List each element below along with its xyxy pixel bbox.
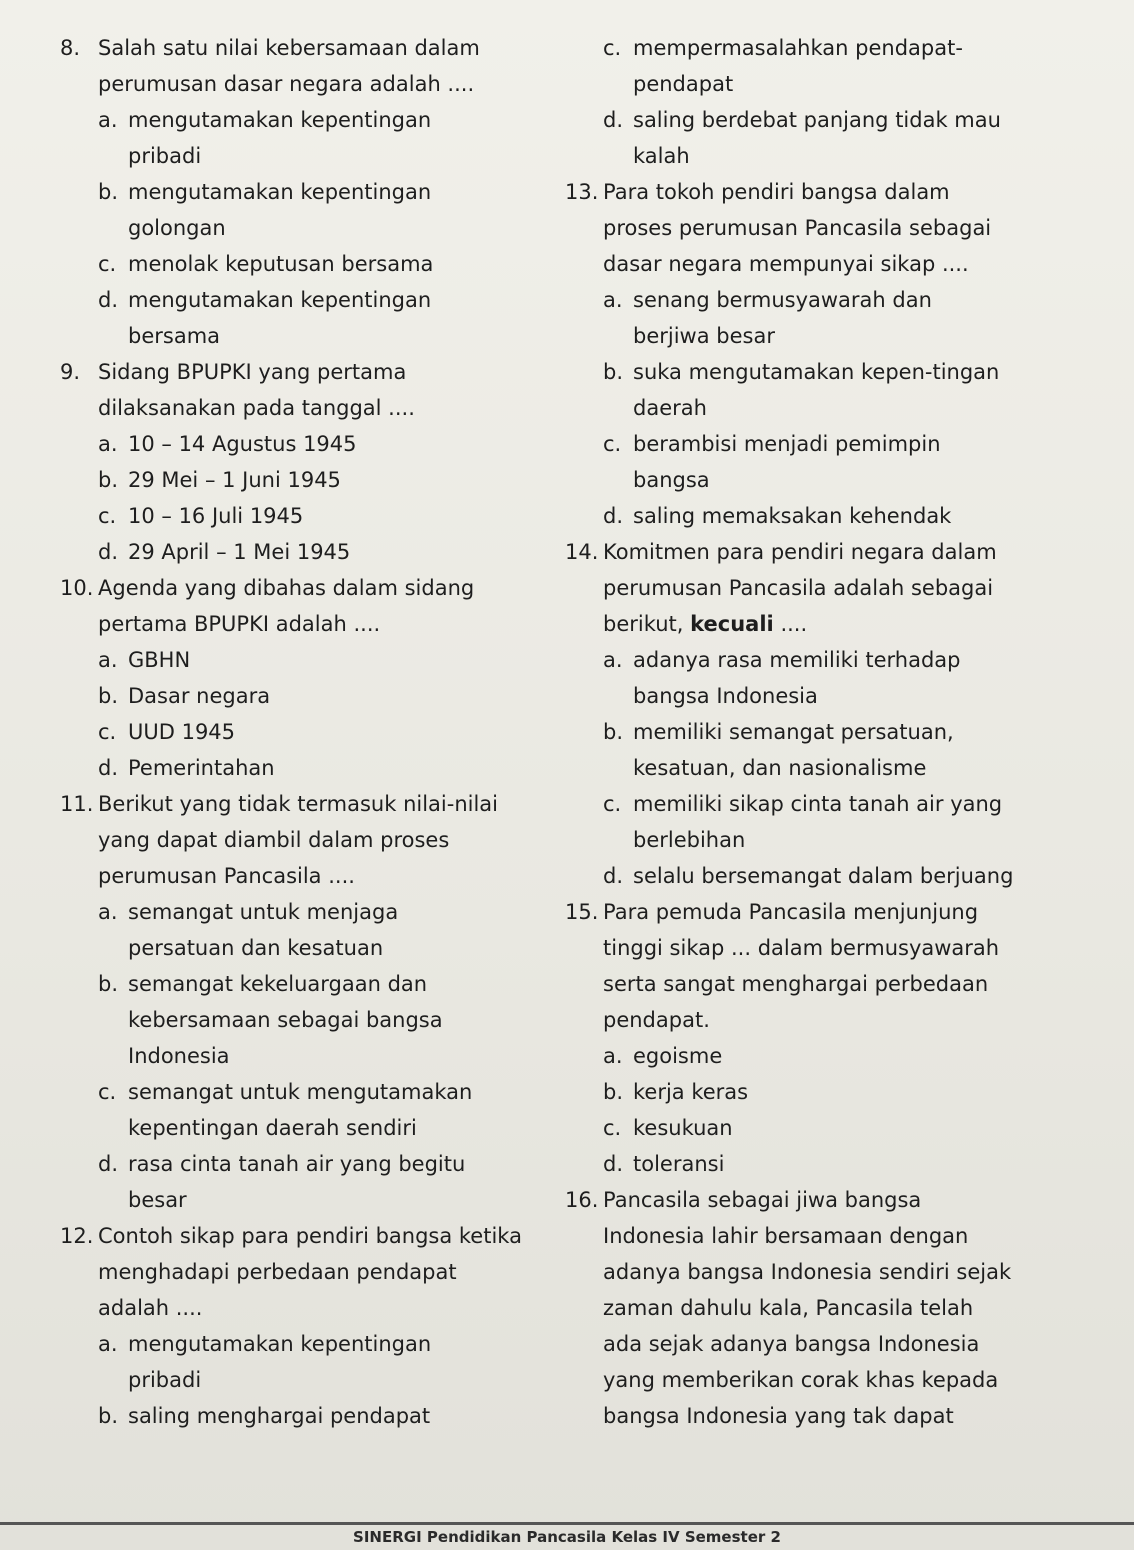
question-text: Pancasila sebagai jiwa bangsa xyxy=(603,1188,922,1212)
option-label: c. xyxy=(98,252,117,276)
question-number: 8. xyxy=(60,36,81,60)
answer-option xyxy=(60,1398,560,1434)
question-stem-line xyxy=(60,1254,560,1290)
question-stem-line xyxy=(60,858,560,894)
question-stem-line xyxy=(565,966,1085,1002)
question-text: pertama BPUPKI adalah .... xyxy=(98,612,381,636)
question-text: Indonesia lahir bersamaan dengan xyxy=(603,1224,969,1248)
question-stem-first-line xyxy=(565,534,1085,570)
answer-option xyxy=(565,498,1085,534)
option-label: a. xyxy=(603,648,623,672)
option-text: 29 Mei – 1 Juni 1945 xyxy=(128,468,341,492)
answer-option xyxy=(565,282,1085,318)
question-item xyxy=(565,534,1085,894)
answer-option-continuation xyxy=(60,1182,560,1218)
answer-option xyxy=(60,498,560,534)
question-stem-line xyxy=(60,66,560,102)
option-text: selalu bersemangat dalam berjuang xyxy=(633,864,1014,888)
option-text: 10 – 14 Agustus 1945 xyxy=(128,432,357,456)
option-label: a. xyxy=(98,648,118,672)
question-text: Para tokoh pendiri bangsa dalam xyxy=(603,180,950,204)
question-item xyxy=(60,1218,560,1434)
answer-option-continuation xyxy=(60,210,560,246)
option-text: Dasar negara xyxy=(128,684,271,708)
option-text: semangat kekeluargaan dan xyxy=(128,972,428,996)
option-text: Indonesia xyxy=(128,1044,230,1068)
answer-option xyxy=(565,714,1085,750)
option-text: Pemerintahan xyxy=(128,756,275,780)
question-text: yang dapat diambil dalam proses xyxy=(98,828,450,852)
answer-option-continuation xyxy=(60,318,560,354)
option-text: 10 – 16 Juli 1945 xyxy=(128,504,304,528)
option-text: kerja keras xyxy=(633,1080,749,1104)
option-text: golongan xyxy=(128,216,226,240)
option-label: d. xyxy=(98,756,119,780)
right-column xyxy=(565,30,1085,1434)
question-item xyxy=(60,30,560,354)
answer-option-continuation xyxy=(565,138,1085,174)
option-text: daerah xyxy=(633,396,707,420)
answer-option xyxy=(565,858,1085,894)
question-number: 9. xyxy=(60,360,81,384)
question-stem-line xyxy=(565,1362,1085,1398)
answer-option xyxy=(565,1110,1085,1146)
option-label: d. xyxy=(98,540,119,564)
option-text: kalah xyxy=(633,144,690,168)
option-label: d. xyxy=(98,1152,119,1176)
option-text: GBHN xyxy=(128,648,191,672)
answer-option-continuation xyxy=(565,750,1085,786)
question-stem-line xyxy=(565,1398,1085,1434)
answer-option-continuation xyxy=(565,66,1085,102)
option-text: berlebihan xyxy=(633,828,746,852)
question-stem-line xyxy=(60,606,560,642)
option-text: mengutamakan kepentingan xyxy=(128,108,432,132)
option-text: bangsa xyxy=(633,468,710,492)
option-label: a. xyxy=(98,1332,118,1356)
question-item xyxy=(565,30,1085,174)
option-text: egoisme xyxy=(633,1044,723,1068)
question-text: Berikut yang tidak termasuk nilai-nilai xyxy=(98,792,499,816)
option-text: kepentingan daerah sendiri xyxy=(128,1116,417,1140)
answer-option xyxy=(565,102,1085,138)
question-stem-first-line xyxy=(565,174,1085,210)
answer-option xyxy=(60,246,560,282)
answer-option-continuation xyxy=(60,1110,560,1146)
answer-option xyxy=(60,426,560,462)
question-text: Contoh sikap para pendiri bangsa ketika xyxy=(98,1224,522,1248)
option-text: mengutamakan kepentingan xyxy=(128,1332,432,1356)
question-text: Salah satu nilai kebersamaan dalam xyxy=(98,36,480,60)
answer-option-continuation xyxy=(565,390,1085,426)
option-text: memiliki sikap cinta tanah air yang xyxy=(633,792,1003,816)
question-stem-first-line xyxy=(60,786,560,822)
question-text: yang memberikan corak khas kepada xyxy=(603,1368,999,1392)
question-text: Para pemuda Pancasila menjunjung xyxy=(603,900,979,924)
answer-option xyxy=(565,1038,1085,1074)
question-number: 10. xyxy=(60,576,94,600)
answer-option-continuation xyxy=(565,318,1085,354)
question-text: ada sejak adanya bangsa Indonesia xyxy=(603,1332,980,1356)
question-item xyxy=(565,894,1085,1182)
question-text: perumusan Pancasila adalah sebagai xyxy=(603,576,994,600)
option-label: c. xyxy=(603,432,622,456)
question-text: perumusan Pancasila .... xyxy=(98,864,355,888)
answer-option xyxy=(60,174,560,210)
option-text: pribadi xyxy=(128,1368,202,1392)
option-text: senang bermusyawarah dan xyxy=(633,288,932,312)
option-label: b. xyxy=(98,180,119,204)
option-text: UUD 1945 xyxy=(128,720,236,744)
option-label: b. xyxy=(98,684,119,708)
question-stem-line xyxy=(60,390,560,426)
answer-option xyxy=(565,30,1085,66)
answer-option xyxy=(60,534,560,570)
question-text: dilaksanakan pada tanggal .... xyxy=(98,396,415,420)
question-text: zaman dahulu kala, Pancasila telah xyxy=(603,1296,974,1320)
question-item xyxy=(565,1182,1085,1434)
question-number: 13. xyxy=(565,180,599,204)
left-column xyxy=(60,30,560,1434)
question-item xyxy=(60,786,560,1218)
answer-option xyxy=(60,1074,560,1110)
question-text: serta sangat menghargai perbedaan xyxy=(603,972,989,996)
question-number: 12. xyxy=(60,1224,94,1248)
option-label: b. xyxy=(603,1080,624,1104)
answer-option xyxy=(60,894,560,930)
option-label: a. xyxy=(603,1044,623,1068)
question-text: Agenda yang dibahas dalam sidang xyxy=(98,576,475,600)
option-label: d. xyxy=(98,288,119,312)
option-text: toleransi xyxy=(633,1152,725,1176)
answer-option xyxy=(565,426,1085,462)
question-stem-line xyxy=(60,1290,560,1326)
question-text: berikut, kecuali .... xyxy=(603,612,808,636)
option-text: persatuan dan kesatuan xyxy=(128,936,384,960)
answer-option xyxy=(565,1146,1085,1182)
option-label: c. xyxy=(603,36,622,60)
option-text: suka mengutamakan kepen-tingan xyxy=(633,360,1000,384)
question-stem-line xyxy=(565,1326,1085,1362)
option-text: bangsa Indonesia xyxy=(633,684,818,708)
option-label: d. xyxy=(603,1152,624,1176)
answer-option xyxy=(60,678,560,714)
answer-option xyxy=(60,714,560,750)
option-text: 29 April – 1 Mei 1945 xyxy=(128,540,351,564)
answer-option xyxy=(565,642,1085,678)
option-label: d. xyxy=(603,504,624,528)
option-label: b. xyxy=(603,720,624,744)
option-label: b. xyxy=(98,468,119,492)
option-label: c. xyxy=(98,1080,117,1104)
answer-option xyxy=(565,1074,1085,1110)
option-label: c. xyxy=(98,720,117,744)
option-text: besar xyxy=(128,1188,187,1212)
question-stem-first-line xyxy=(565,1182,1085,1218)
option-text: saling memaksakan kehendak xyxy=(633,504,952,528)
option-text: mengutamakan kepentingan xyxy=(128,180,432,204)
question-stem-line xyxy=(565,246,1085,282)
page-footer: SINERGI Pendidikan Pancasila Kelas IV Semester 2 xyxy=(353,1528,781,1546)
option-text: mengutamakan kepentingan xyxy=(128,288,432,312)
answer-option xyxy=(60,750,560,786)
question-text: adalah .... xyxy=(98,1296,203,1320)
option-text: pendapat xyxy=(633,72,734,96)
question-item xyxy=(60,570,560,786)
question-text: menghadapi perbedaan pendapat xyxy=(98,1260,457,1284)
option-label: c. xyxy=(603,792,622,816)
option-text: kesukuan xyxy=(633,1116,733,1140)
answer-option xyxy=(60,642,560,678)
option-label: c. xyxy=(603,1116,622,1140)
option-label: a. xyxy=(603,288,623,312)
option-text: semangat untuk menjaga xyxy=(128,900,399,924)
question-number: 16. xyxy=(565,1188,599,1212)
question-stem-line xyxy=(565,570,1085,606)
option-label: b. xyxy=(98,972,119,996)
option-text: menolak keputusan bersama xyxy=(128,252,434,276)
answer-option xyxy=(565,354,1085,390)
question-stem-line xyxy=(565,210,1085,246)
option-text: rasa cinta tanah air yang begitu xyxy=(128,1152,466,1176)
answer-option-continuation xyxy=(60,1362,560,1398)
option-label: b. xyxy=(98,1404,119,1428)
question-text: bangsa Indonesia yang tak dapat xyxy=(603,1404,954,1428)
answer-option-continuation xyxy=(60,1038,560,1074)
question-stem-first-line xyxy=(60,30,560,66)
question-stem-line xyxy=(565,1254,1085,1290)
option-text: mempermasalahkan pendapat- xyxy=(633,36,963,60)
question-stem-first-line xyxy=(565,894,1085,930)
question-number: 15. xyxy=(565,900,599,924)
option-text: kebersamaan sebagai bangsa xyxy=(128,1008,443,1032)
option-text: berambisi menjadi pemimpin xyxy=(633,432,941,456)
answer-option-continuation xyxy=(565,822,1085,858)
question-stem-line xyxy=(565,930,1085,966)
answer-option-continuation xyxy=(565,678,1085,714)
footer-divider xyxy=(0,1522,1134,1525)
answer-option-continuation xyxy=(60,1002,560,1038)
option-text: saling berdebat panjang tidak mau xyxy=(633,108,1001,132)
option-text: berjiwa besar xyxy=(633,324,775,348)
option-label: a. xyxy=(98,900,118,924)
answer-option-continuation xyxy=(60,138,560,174)
question-stem-line xyxy=(60,822,560,858)
question-stem-first-line xyxy=(60,570,560,606)
question-text: Komitmen para pendiri negara dalam xyxy=(603,540,997,564)
question-text: Sidang BPUPKI yang pertama xyxy=(98,360,407,384)
answer-option xyxy=(565,786,1085,822)
question-stem-first-line xyxy=(60,1218,560,1254)
option-text: saling menghargai pendapat xyxy=(128,1404,431,1428)
question-number: 14. xyxy=(565,540,599,564)
question-text: pendapat. xyxy=(603,1008,710,1032)
answer-option xyxy=(60,462,560,498)
answer-option-continuation xyxy=(60,930,560,966)
question-text: dasar negara mempunyai sikap .... xyxy=(603,252,969,276)
answer-option xyxy=(60,966,560,1002)
option-label: b. xyxy=(603,360,624,384)
question-stem-line xyxy=(565,1290,1085,1326)
option-label: d. xyxy=(603,108,624,132)
question-stem-line xyxy=(565,606,1085,642)
option-text: memiliki semangat persatuan, xyxy=(633,720,954,744)
question-text: tinggi sikap ... dalam bermusyawarah xyxy=(603,936,1000,960)
question-number: 11. xyxy=(60,792,94,816)
question-stem-line xyxy=(565,1218,1085,1254)
question-stem-first-line xyxy=(60,354,560,390)
answer-option xyxy=(60,1146,560,1182)
question-stem-line xyxy=(565,1002,1085,1038)
answer-option-continuation xyxy=(565,462,1085,498)
option-text: semangat untuk mengutamakan xyxy=(128,1080,473,1104)
option-label: d. xyxy=(603,864,624,888)
answer-option xyxy=(60,102,560,138)
question-text: adanya bangsa Indonesia sendiri sejak xyxy=(603,1260,1012,1284)
answer-option xyxy=(60,1326,560,1362)
option-text: bersama xyxy=(128,324,221,348)
question-text: proses perumusan Pancasila sebagai xyxy=(603,216,992,240)
answer-option xyxy=(60,282,560,318)
option-text: pribadi xyxy=(128,144,202,168)
option-text: kesatuan, dan nasionalisme xyxy=(633,756,927,780)
option-label: c. xyxy=(98,504,117,528)
question-text: perumusan dasar negara adalah .... xyxy=(98,72,475,96)
option-label: a. xyxy=(98,432,118,456)
option-label: a. xyxy=(98,108,118,132)
question-item xyxy=(565,174,1085,534)
option-text: adanya rasa memiliki terhadap xyxy=(633,648,961,672)
question-item xyxy=(60,354,560,570)
